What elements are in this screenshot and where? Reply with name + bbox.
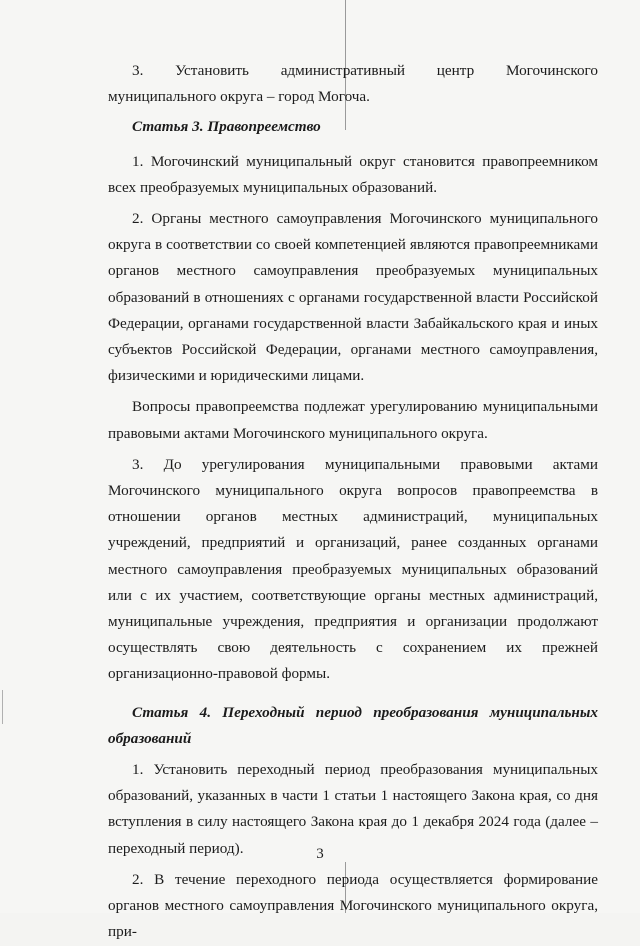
heading-article-3: Статья 3. Правопреемство [132,118,321,136]
paragraph-local-government-successors: 2. Органы местного самоуправления Могочинского муниципального округа в соответствии со своей компетенцией являются правопреемниками органов местного самоуправления преобразуемых муниципальных образований в отношениях с органами государственной власти Российской Федерации, органами государственной власти Забайкальского края и иных субъектов Российской Федерации, органами местного самоуправления, физическими и юридическими лицами. [108,210,598,385]
paragraph-transition-period: 1. Установить переходный период преобразования муниципальных образований, указанных в части 1 статьи 1 настоящего Закона края, со дня вступления в силу настоящего Закона края до 1 декабря 2024 года (далее – переходный период). [108,761,598,857]
paragraph-successor: 1. Могочинский муниципальный округ становится правопреемником всех преобразуемых муниципальных образований. [108,152,598,196]
paragraph-admin-center: 3. Установить административный центр Могочинского муниципального округа – город Могоча. [108,62,598,106]
page-number: 3 [316,846,324,862]
scan-edge-mark [2,690,3,724]
paragraph-until-regulation: 3. До урегулирования муниципальными правовыми актами Могочинского муниципального округа вопросов правопреемства в отношении органов местных администраций, муниципальных учреждений, предприятий и организаций, ранее созданных органами местного самоуправления преобразуемых муниципальных образований или с их участием, соответствующие органы местных администраций, муниципальные учреждения, предприятия и организации продолжают осуществлять свою деятельность с сохранением их прежней организационно-правовой формы. [108,455,598,683]
paragraph-succession-regulation: Вопросы правопреемства подлежат урегулированию муниципальными правовыми актами Могочинского муниципального округа. [108,398,598,442]
document-body [108,58,598,946]
paragraph-formation-of-bodies: 2. В течение переходного периода осуществляется формирование органов местного самоуправления Могочинского муниципального округа, при- [108,870,598,941]
heading-article-4: Статья 4. Переходный период преобразования муниципальных образований [108,703,598,747]
